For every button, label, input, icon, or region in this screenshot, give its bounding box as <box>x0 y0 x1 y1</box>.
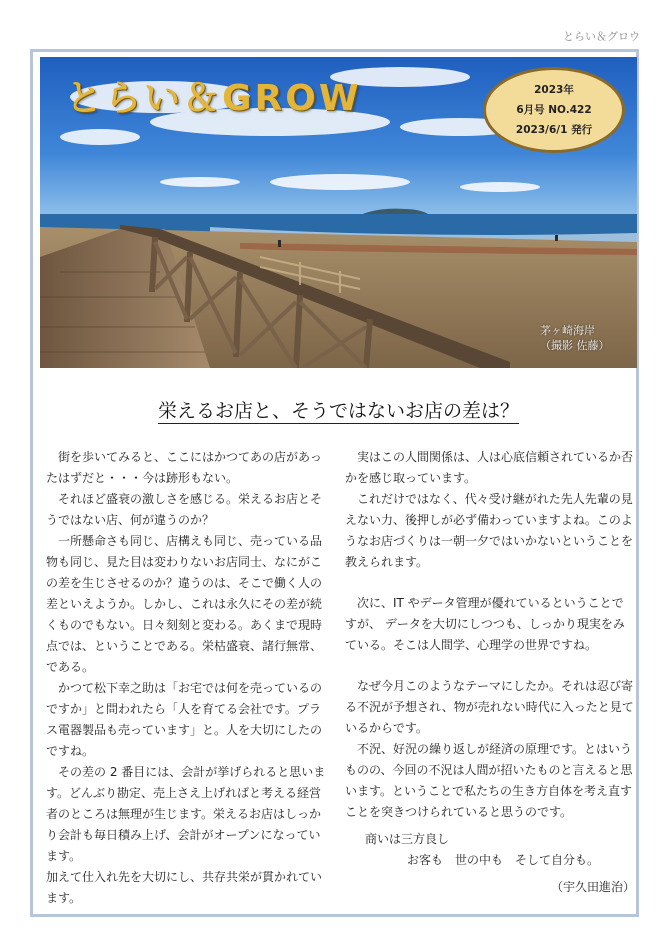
article-column-left <box>46 447 328 909</box>
photo-caption <box>540 323 610 353</box>
paragraph: 街を歩いてみると、ここにはかつてあの店があったはずだと・・・今は跡形もない。 <box>46 450 322 485</box>
paragraph: 不況、好況の繰り返しが経済の原理です。とはいうものの、今回の不況は人間が招いたものと言えると思います。ということで私たちの生き方自体を考え直すことを突きつけられていると思うのです。 <box>345 742 633 819</box>
spacer <box>345 656 635 676</box>
article-headline-text: 栄えるお店と、そうではないお店の差は？ <box>157 400 519 422</box>
paragraph: 加えて仕入れ先を大切にし、共存共栄が貫かれています。 <box>46 870 323 905</box>
article-column-right <box>345 447 635 898</box>
paragraph: 実はこの人間関係は、人は心底信頼されているか否かを感じ取っています。 <box>345 450 634 485</box>
issue-year: 2023年 <box>534 84 574 96</box>
photo-caption-place: 茅ヶ崎海岸 <box>540 324 595 337</box>
running-head: とらい＆グロウ <box>563 30 640 43</box>
issue-number: 6月号 NO.422 <box>516 104 592 116</box>
issue-date: 2023/6/1 発行 <box>515 124 593 136</box>
motto-line-2: お客も 世の中も そして自分も。 <box>407 853 600 867</box>
article-headline <box>40 396 637 423</box>
author-signature: （宇久田進治） <box>550 880 635 894</box>
masthead-title: とらい＆GROW <box>66 78 362 119</box>
paragraph: その差の 2 番目には、会計が挙げられると思います。どんぶり勘定、売上さえ上げればと考える経営者のところは無理が生じます。栄えるお店はしっかり会計も毎日積み上げ、会計がオープンになっています。 <box>46 765 326 863</box>
photo-caption-credit: （撮影 佐藤） <box>540 339 610 352</box>
spacer <box>345 573 635 593</box>
motto-line-1: 商いは三方良し <box>365 832 450 846</box>
paragraph: かつて松下幸之助は「お宅では何を売っているのですか」と問われたら「人を育てる会社です。プラス電器製品も売っています」と。人を大切にしたのですね。 <box>46 681 323 758</box>
paragraph: 一所懸命さも同じ、店構えも同じ、売っている品物も同じ、見た目は変わりないお店同士、なにがこの差を生じさせるのか？違うのは、そこで働く人の差といえようか。しかし、これは永久にその差が続くものでもない。日々刻刻と変わる。あくまで現時点では、ということである。栄枯盛衰、諸行無常、である。 <box>46 534 323 674</box>
paragraph: なぜ今月このようなテーマにしたか。それは忍び寄る不況が予想され、物が売れない時代に入ったと見ているからです。 <box>345 679 634 735</box>
paragraph: 次に、IT やデータ管理が優れているということですが、 データを大切にしつつも、しっかり現実をみている。そこは人間学、心理学の世界ですね。 <box>345 596 625 652</box>
issue-badge <box>483 67 625 153</box>
paragraph: それほど盛衰の激しさを感じる。栄えるお店とそうではない店、何が違うのか？ <box>46 492 323 527</box>
paragraph: これだけではなく、代々受け継がれた先人先輩の見えない力、後押しが必ず備わっていますよね。このようなお店づくりは一朝一夕ではいかないということを教えられます。 <box>345 492 634 569</box>
